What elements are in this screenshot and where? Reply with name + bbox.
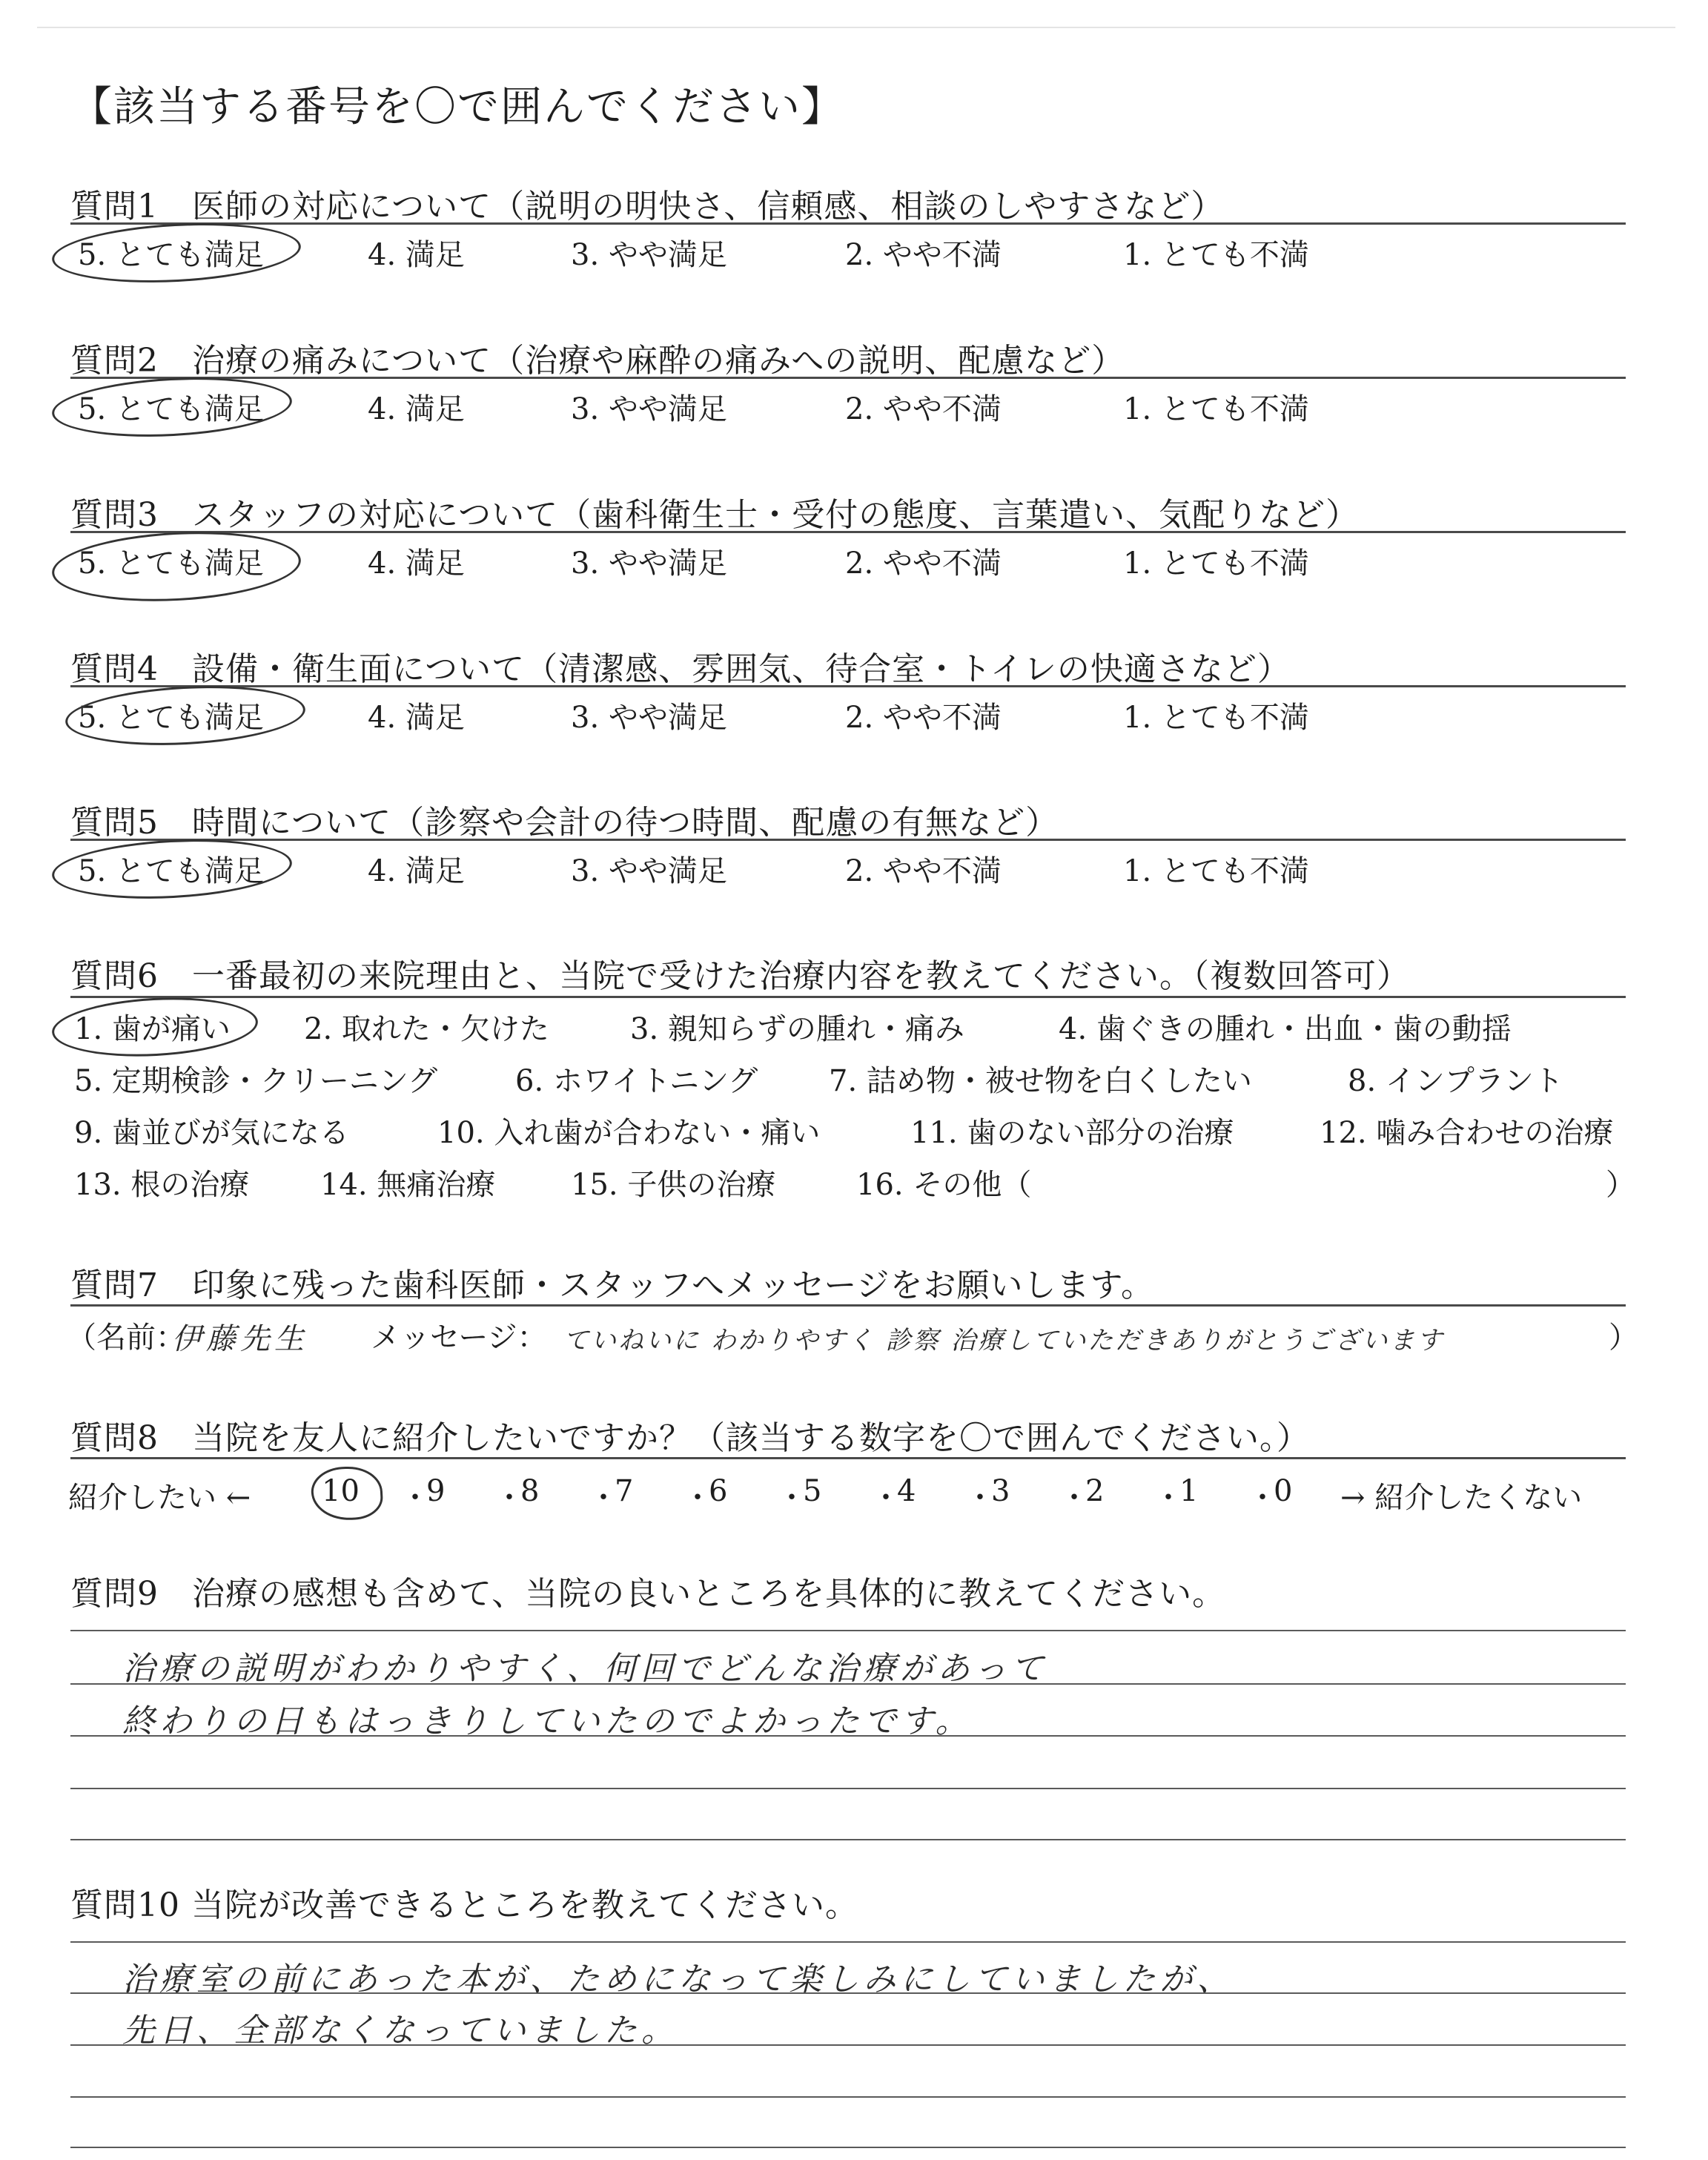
q5-option-1[interactable]: 1. とても不満: [1123, 854, 1309, 888]
q4-option-5[interactable]: 5. とても満足: [78, 701, 264, 735]
question-3-rule: [70, 531, 1626, 533]
q4-option-3[interactable]: 3. やや満足: [571, 701, 727, 735]
q2-option-2[interactable]: 2. やや不満: [845, 392, 1002, 426]
q10-answer-line-1[interactable]: 治療室の前にあった本が、ためになって楽しみにしていましたが、: [122, 1961, 1234, 1998]
scale-number[interactable]: 5: [803, 1474, 822, 1508]
q3-option-4[interactable]: 4. 満足: [368, 546, 465, 581]
q3-option-5[interactable]: 5. とても満足: [78, 546, 264, 581]
question-7-title: 質問7 印象に残った歯科医師・スタッフへメッセージをお願いします。: [70, 1266, 1154, 1304]
treatment-option[interactable]: 3. 親知らずの腫れ・痛み: [630, 1012, 964, 1046]
q7-name-label: （名前：: [67, 1321, 185, 1355]
treatment-option[interactable]: 7. 詰め物・被せ物を白くしたい: [829, 1064, 1252, 1098]
scale-separator: ・: [1059, 1481, 1089, 1515]
question-5-title: 質問5 時間について（診察や会計の待つ時間、配慮の有無など）: [70, 804, 1059, 842]
q2-option-4[interactable]: 4. 満足: [368, 392, 465, 426]
question-7-rule: [70, 1304, 1626, 1307]
q7-close-paren: ）: [1609, 1321, 1638, 1355]
q1-option-4[interactable]: 4. 満足: [368, 238, 465, 272]
q1-selection-circle: [50, 217, 302, 288]
q4-option-2[interactable]: 2. やや不満: [845, 701, 1002, 735]
treatment-option[interactable]: 4. 歯ぐきの腫れ・出血・歯の動揺: [1059, 1012, 1512, 1046]
scale-separator: ・: [1248, 1481, 1277, 1515]
scale-number[interactable]: 7: [615, 1474, 634, 1508]
q5-option-2[interactable]: 2. やや不満: [845, 854, 1002, 888]
treatment-option[interactable]: 1. 歯が痛い: [74, 1012, 231, 1046]
scale-number[interactable]: 0: [1274, 1474, 1293, 1508]
q9-answer-line-1[interactable]: 治療の説明がわかりやすく、何回でどんな治療があって: [122, 1650, 1048, 1688]
q4-option-1[interactable]: 1. とても不満: [1123, 701, 1309, 735]
q3-option-2[interactable]: 2. やや不満: [845, 546, 1002, 581]
scale-number[interactable]: 1: [1179, 1474, 1199, 1508]
question-8-title: 質問8 当院を友人に紹介したいですか？（該当する数字を〇で囲んでください。）: [70, 1419, 1310, 1457]
q8-selection-circle: [310, 1465, 384, 1522]
treatment-option[interactable]: 8. インプラント: [1348, 1064, 1563, 1098]
treatment-option[interactable]: 14. 無痛治療: [320, 1168, 496, 1202]
q10-line-4: [70, 2096, 1626, 2098]
q5-selection-circle: [50, 834, 294, 905]
scale-left-label: 紹介したい ←: [68, 1481, 251, 1515]
treatment-option[interactable]: 10. 入れ歯が合わない・痛い: [437, 1116, 821, 1150]
treatment-option[interactable]: 9. 歯並びが気になる: [74, 1116, 349, 1150]
q5-option-3[interactable]: 3. やや満足: [571, 854, 727, 888]
scale-number[interactable]: 3: [991, 1474, 1010, 1508]
question-4-rule: [70, 685, 1626, 687]
q3-selection-circle: [50, 526, 302, 607]
q4-option-4[interactable]: 4. 満足: [368, 701, 465, 735]
question-3-title: 質問3 スタッフの対応について（歯科衛生士・受付の態度、言葉遣い、気配りなど）: [70, 496, 1360, 534]
q9-answer-line-2[interactable]: 終わりの日もはっきりしていたのでよかったです。: [122, 1702, 973, 1740]
q7-message-value[interactable]: ていねいに わかりやすく 診察 治療していただきありがとうございます: [563, 1326, 1445, 1355]
q9-line-5: [70, 1839, 1626, 1840]
treatment-option[interactable]: 13. 根の治療: [74, 1168, 250, 1202]
q2-option-1[interactable]: 1. とても不満: [1123, 392, 1309, 426]
q5-option-5[interactable]: 5. とても満足: [78, 854, 264, 888]
question-2-rule: [70, 377, 1626, 379]
treatment-option[interactable]: 5. 定期検診・クリーニング: [74, 1064, 438, 1098]
scale-separator: ・: [777, 1481, 807, 1515]
scale-number[interactable]: 9: [426, 1474, 446, 1508]
q6-selection-circle: [50, 993, 259, 1061]
q10-line-1: [70, 1941, 1626, 1943]
scale-separator: ・: [400, 1481, 430, 1515]
scale-number[interactable]: 4: [897, 1474, 916, 1508]
q9-line-1: [70, 1630, 1626, 1631]
q1-option-1[interactable]: 1. とても不満: [1123, 238, 1309, 272]
q3-option-3[interactable]: 3. やや満足: [571, 546, 727, 581]
q1-option-3[interactable]: 3. やや満足: [571, 238, 727, 272]
q9-line-4: [70, 1788, 1626, 1789]
q1-option-5[interactable]: 5. とても満足: [78, 238, 264, 272]
q3-option-1[interactable]: 1. とても不満: [1123, 546, 1309, 581]
question-2-title: 質問2 治療の痛みについて（治療や麻酔の痛みへの説明、配慮など）: [70, 342, 1125, 380]
scale-right-label: → 紹介したくない: [1340, 1481, 1583, 1515]
q2-selection-circle: [50, 372, 294, 443]
q10-line-5: [70, 2147, 1626, 2148]
q7-message-label: メッセージ：: [371, 1321, 547, 1355]
treatment-option[interactable]: 15. 子供の治療: [571, 1168, 776, 1202]
scale-separator: ・: [683, 1481, 712, 1515]
scale-separator: ・: [1153, 1481, 1183, 1515]
treatment-option[interactable]: 16. その他（: [856, 1168, 1032, 1202]
question-9-title: 質問9 治療の感想も含めて、当院の良いところを具体的に教えてください。: [70, 1575, 1226, 1613]
question-4-title: 質問4 設備・衛生面について（清潔感、雰囲気、待合室・トイレの快適さなど）: [70, 650, 1291, 688]
question-1-rule: [70, 222, 1626, 225]
q7-name-value[interactable]: 伊藤先生: [172, 1322, 308, 1356]
scale-separator: ・: [494, 1481, 524, 1515]
scale-separator: ・: [871, 1481, 901, 1515]
page-top-edge: [37, 27, 1675, 28]
treatment-option[interactable]: 11. 歯のない部分の治療: [910, 1116, 1234, 1150]
question-8-rule: [70, 1457, 1626, 1459]
question-6-title: 質問6 一番最初の来院理由と、当院で受けた治療内容を教えてください。（複数回答可）: [70, 957, 1410, 995]
q1-option-2[interactable]: 2. やや不満: [845, 238, 1002, 272]
q2-option-5[interactable]: 5. とても満足: [78, 392, 264, 426]
treatment-option[interactable]: 6. ホワイトニング: [515, 1064, 758, 1098]
question-1-title: 質問1 医師の対応について（説明の明快さ、信頼感、相談のしやすさなど）: [70, 188, 1225, 225]
scale-number[interactable]: 10: [322, 1474, 360, 1508]
q2-option-3[interactable]: 3. やや満足: [571, 392, 727, 426]
question-5-rule: [70, 839, 1626, 841]
scale-number[interactable]: 6: [709, 1474, 728, 1508]
q10-answer-line-2[interactable]: 先日、全部なくなっていました。: [122, 2012, 678, 2050]
question-6-rule: [70, 996, 1626, 998]
q4-selection-circle: [64, 681, 307, 751]
scale-separator: ・: [965, 1481, 995, 1515]
treatment-option[interactable]: 2. 取れた・欠けた: [304, 1012, 549, 1046]
scale-separator: ・: [589, 1481, 618, 1515]
other-close-paren: ）: [1606, 1168, 1635, 1202]
scale-number[interactable]: 2: [1085, 1474, 1105, 1508]
scale-number[interactable]: 8: [520, 1474, 540, 1508]
q5-option-4[interactable]: 4. 満足: [368, 854, 465, 888]
page-title: 【該当する番号を〇で囲んでください】: [70, 83, 844, 131]
question-10-title: 質問10 当院が改善できるところを教えてください。: [70, 1886, 858, 1924]
treatment-option[interactable]: 12. 噛み合わせの治療: [1320, 1116, 1614, 1150]
